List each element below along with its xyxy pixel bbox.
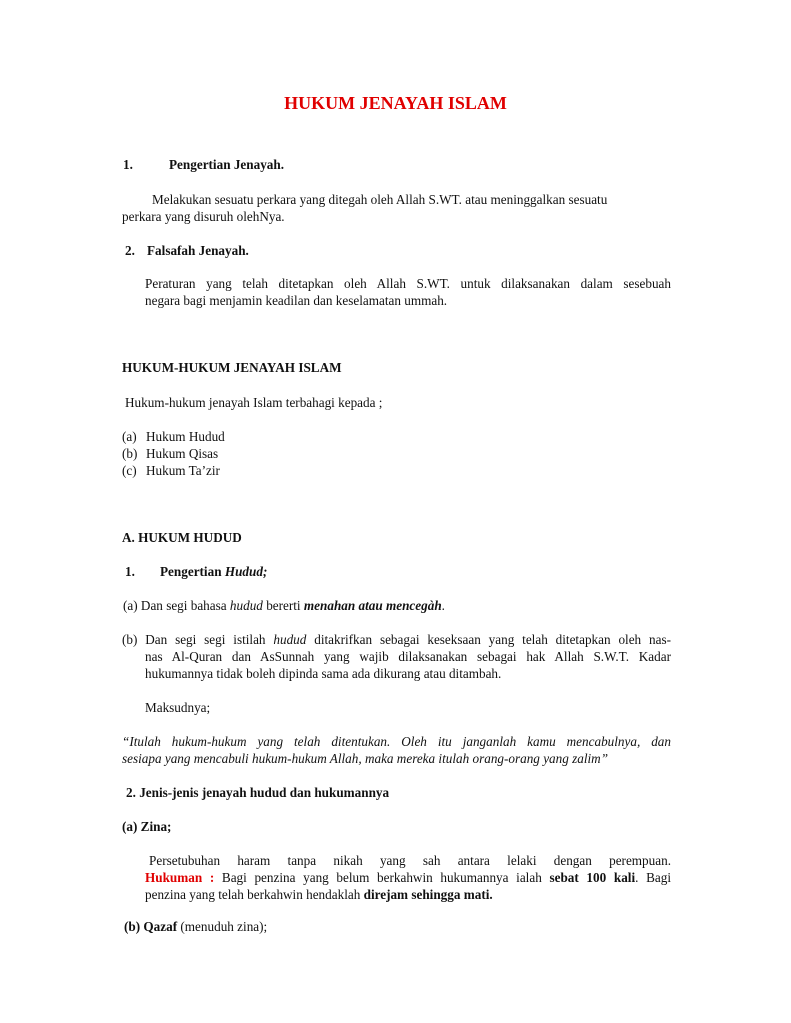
qazaf-label: (b) Qazaf bbox=[124, 919, 178, 934]
list-marker: (a) bbox=[122, 429, 137, 444]
quote-line1: “Itulah hukum-hukum yang telah ditentukan. Oleh itu janganlah kamu mencabulnya, dan bbox=[122, 734, 671, 749]
section-2-heading bbox=[125, 242, 249, 259]
qazaf-desc: (menuduh zina); bbox=[177, 919, 268, 934]
point-b-term: hudud bbox=[273, 632, 307, 647]
point-a-end: . bbox=[441, 598, 445, 613]
zina-heading: (a) Zina; bbox=[122, 819, 172, 834]
hukum-heading: HUKUM-HUKUM JENAYAH ISLAM bbox=[122, 360, 342, 375]
list-marker: (b) bbox=[122, 446, 138, 461]
zina-sebat: sebat 100 kali bbox=[549, 870, 636, 885]
section-1-heading bbox=[123, 156, 284, 173]
zina-line2-text: Bagi penzina yang belum berkahwin hukumannya ialah bbox=[214, 870, 550, 885]
section-2-body-line1: Peraturan yang telah ditetapkan oleh Allah S.WT. untuk dilaksanakan dalam sesebuah bbox=[145, 276, 671, 291]
list-item-text: Hukum Qisas bbox=[146, 446, 219, 461]
hukum-list bbox=[122, 428, 225, 479]
section-heading-term: Hudud; bbox=[224, 564, 268, 579]
list-item bbox=[122, 445, 225, 462]
page-title: HUKUM JENAYAH ISLAM bbox=[284, 93, 507, 113]
point-b-text: (b) Dan segi segi istilah bbox=[122, 632, 274, 647]
point-a-meaning: menahan atau mencegàh bbox=[303, 598, 442, 613]
jenis-heading: 2. Jenis-jenis jenayah hudud dan hukumannya bbox=[126, 785, 390, 800]
quote-line2: sesiapa yang mencabuli hukum-hukum Allah, maka mereka itulah orang-orang yang zalim” bbox=[122, 751, 609, 766]
zina-line1: Persetubuhan haram tanpa nikah yang sah antara lelaki dengan perempuan. bbox=[149, 853, 671, 868]
hudud-point-b-line1 bbox=[122, 631, 671, 648]
hukum-intro: Hukum-hukum jenayah Islam terbahagi kepada ; bbox=[125, 395, 383, 410]
zina-line3 bbox=[145, 886, 493, 903]
section-heading-text: Pengertian bbox=[160, 564, 225, 579]
zina-rejam: direjam sehingga mati. bbox=[363, 887, 493, 902]
section-number: 1. bbox=[123, 157, 133, 172]
maksud-label: Maksudnya; bbox=[145, 700, 211, 715]
hudud-heading: A. HUKUM HUDUD bbox=[122, 530, 242, 545]
point-b-text-end: ditakrifkan sebagai keseksaan yang telah ditetapkan oleh nas- bbox=[306, 632, 671, 647]
hudud-point-a bbox=[123, 597, 445, 614]
section-number: 2. bbox=[125, 243, 135, 258]
section-2-body-line2: negara bagi menjamin keadilan dan keselamatan ummah. bbox=[145, 293, 448, 308]
hudud-point-b-line3: hukumannya tidak boleh dipinda sama ada dikurang atau ditambah. bbox=[145, 666, 502, 681]
hukuman-label: Hukuman : bbox=[145, 870, 215, 885]
qazaf-line bbox=[124, 918, 267, 935]
list-marker: (c) bbox=[122, 463, 137, 478]
list-item-text: Hukum Ta’zir bbox=[146, 463, 220, 478]
list-item bbox=[122, 428, 225, 445]
section-heading-text: Falsafah Jenayah. bbox=[147, 243, 249, 258]
point-a-text: (a) Dan segi bahasa bbox=[123, 598, 230, 613]
section-number: 1. bbox=[125, 564, 135, 579]
list-item-text: Hukum Hudud bbox=[146, 429, 225, 444]
section-1-body-line1: Melakukan sesuatu perkara yang ditegah oleh Allah S.WT. atau meninggalkan sesuatu bbox=[152, 192, 608, 207]
hudud-point-b-line2: nas Al-Quran dan AsSunnah yang wajib dilaksanakan sebagai hak Allah S.W.T. Kadar bbox=[145, 649, 671, 664]
point-a-term: hudud bbox=[229, 598, 263, 613]
zina-line2 bbox=[145, 869, 671, 886]
point-a-text-mid: bererti bbox=[262, 598, 304, 613]
hudud-pengertian-heading bbox=[125, 563, 267, 580]
section-heading-text: Pengertian Jenayah. bbox=[169, 157, 285, 172]
zina-line2-end: . Bagi bbox=[635, 870, 671, 885]
zina-line3-text: penzina yang telah berkahwin hendaklah bbox=[145, 887, 364, 902]
list-item bbox=[122, 462, 225, 479]
section-1-body-line2: perkara yang disuruh olehNya. bbox=[122, 209, 285, 224]
